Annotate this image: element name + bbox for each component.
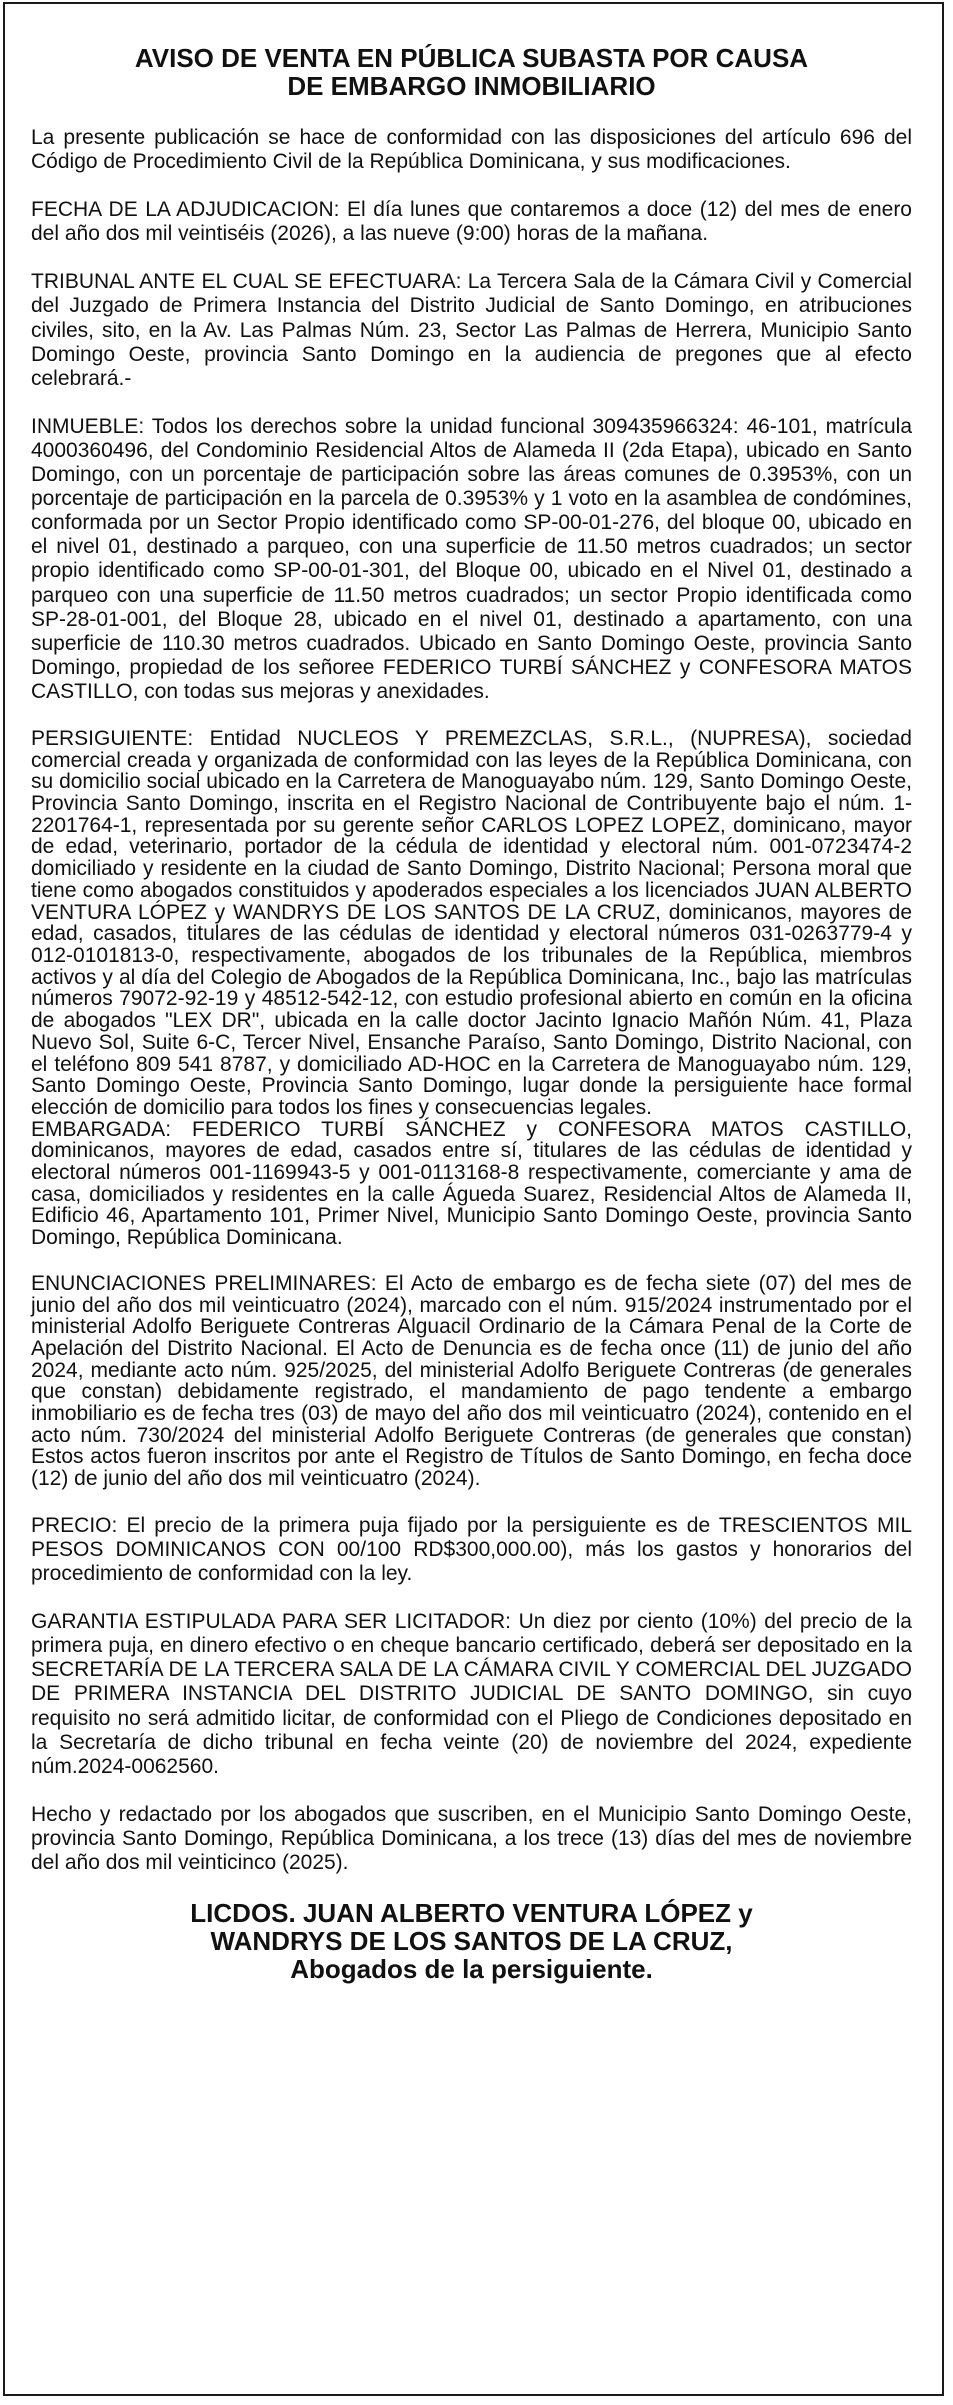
adjudication-date-paragraph: FECHA DE LA ADJUDICACION: El día lunes que contaremos a doce (12) del mes de enero del año dos mil veintiséis (2026), a las nueve (9:00) horas de la mañana. [31, 198, 912, 246]
property-paragraph: INMUEBLE: Todos los derechos sobre la unidad funcional 309435966324: 46-101, matrícula 4000360496, del Condominio Residencial Altos de Alameda II (2da Etapa), ubicado en Santo Domingo, con un porcentaje de participación sobre las áreas comunes de 0.3953%, con un porcentaje de participación en la parcela de 0.3953% y 1 voto en la asamblea de condómines, conformada por un Sector Propio identificado como SP-00-01-276, del bloque 00, ubicado en el nivel 01, destinado a parqueo, con una superficie de 11.50 metros cuadrados; un sector propio identificado como SP-00-01-301, del Bloque 00, ubicado en el Nivel 01, destinado a parqueo con una superficie de 11.50 metros cuadrados; un sector Propio identificada como SP-28-01-001, del Bloque 28, ubicado en el nivel 01, destinado a apartamento, con una superficie de 110.30 metros cuadrados. Ubicado en Santo Domingo Oeste, provincia Santo Domingo, propiedad de los señoree FEDERICO TURBÍ SÁNCHEZ y CONFESORA MATOS CASTILLO, con todas sus mejoras y anexidades. [31, 414, 912, 703]
title-line-2: DE EMBARGO INMOBILIARIO [287, 71, 656, 101]
signature-line-3: Abogados de la persiguiente. [290, 1954, 653, 1985]
guarantee-paragraph: GARANTIA ESTIPULADA PARA SER LICITADOR: Un diez por ciento (10%) del precio de la primera puja, en dinero efectivo o en cheque bancario certificado, deberá ser depositado en la SECRETARÍA DE LA TERCERA SALA DE LA CÁMARA CIVIL Y COMERCIAL DEL JUZGADO DE PRIMERA INSTANCIA DEL DISTRITO JUDICIAL DE SANTO DOMINGO, sin cuyo requisito no será admitido licitar, de conformidad con el Pliego de Condiciones depositado en la Secretaría de dicho tribunal en fecha veinte (20) de noviembre del 2024, expediente núm.2024-0062560. [31, 1610, 912, 1778]
preliminary-statements-paragraph: ENUNCIACIONES PRELIMINARES: El Acto de embargo es de fecha siete (07) del mes de junio del año dos mil veinticuatro (2024), marcado con el núm. 915/2024 instrumentado por el ministerial Adolfo Beriguete Contreras Alguacil Ordinario de la Cámara Penal de la Corte de Apelación del Distrito Nacional. El Acto de Denuncia es de fecha once (11) de junio del año 2024, mediante acto núm. 925/2025, del ministerial Adolfo Beriguete Contreras (de generales que constan) debidamente registrado, el mandamiento de pago tendente a embargo inmobiliario es de fecha tres (03) de mayo del año dos mil veinticuatro (2024), contenido en el acto núm. 730/2024 del ministerial Adolfo Beriguete Contreras (de generales que constan) Estos actos fueron inscritos por ante el Registro de Títulos de Santo Domingo, en fecha doce (12) de junio del año dos mil veinticuatro (2024). [31, 1271, 912, 1491]
drafted-by-paragraph: Hecho y redactado por los abogados que suscriben, en el Municipio Santo Domingo Oeste, provincia Santo Domingo, República Dominicana, a los trece (13) días del mes de noviembre del año dos mil veinticinco (2025). [31, 1802, 912, 1874]
signature-block [31, 1899, 912, 1983]
intro-paragraph: La presente publicación se hace de conformidad con las disposiciones del artículo 696 del Código de Procedimiento Civil de la República Dominicana, y sus modificaciones. [31, 126, 912, 174]
tribunal-paragraph: TRIBUNAL ANTE EL CUAL SE EFECTUARA: La Tercera Sala de la Cámara Civil y Comercial del Juzgado de Primera Instancia del Distrito Judicial de Santo Domingo, en atribuciones civiles, sito, en la Av. Las Palmas Núm. 23, Sector Las Palmas de Herrera, Municipio Santo Domingo Oeste, provincia Santo Domingo en la audiencia de pregones que al efecto celebrará.- [31, 270, 912, 390]
title-line-1: AVISO DE VENTA EN PÚBLICA SUBASTA POR CAUSA [134, 43, 809, 73]
price-paragraph: PRECIO: El precio de la primera puja fijado por la persiguiente es de TRESCIENTOS MIL PESOS DOMINICANOS CON 00/100 RD$300,000.00), más los gastos y honorarios del procedimiento de conformidad con la ley. [31, 1513, 912, 1586]
pursuer-paragraph: PERSIGUIENTE: Entidad NUCLEOS Y PREMEZCLAS, S.R.L., (NUPRESA), sociedad comercial creada y organizada de conformidad con las leyes de la República Dominicana, con su domicilio social ubicado en la Carretera de Manoguayabo núm. 129, Santo Domingo Oeste, Provincia Santo Domingo, inscrita en el Registro Nacional de Contribuyente bajo el núm. 1-2201764-1, representada por su gerente señor CARLOS LOPEZ LOPEZ, dominicano, mayor de edad, veterinario, portador de la cédula de identidad y electoral núm. 001-0723474-2 domiciliado y residente en la ciudad de Santo Domingo, Distrito Nacional; Persona moral que tiene como abogados constituidos y apoderados especiales a los licenciados JUAN ALBERTO VENTURA LÓPEZ y WANDRYS DE LOS SANTOS DE LA CRUZ, dominicanos, mayores de edad, casados, titulares de las cédulas de identidad y electoral números 031-0263779-4 y 012-0101813-0, respectivamente, abogados de los tribunales de la República, miembros activos y al día del Colegio de Abogados de la República Dominicana, Inc., bajo las matrículas números 79072-92-19 y 48512-542-12, con estudio profesional abierto en común en la oficina de abogados "LEX DR", ubicada en la calle doctor Jacinto Ignacio Mañón Núm. 41, Plaza Nuevo Sol, Suite 6-C, Tercer Nivel, Ensanche Paraíso, Santo Domingo, Distrito Nacional, con el teléfono 809 541 8787, y domiciliado AD-HOC en la Carretera de Manoguayabo núm. 129, Santo Domingo Oeste, Provincia Santo Domingo, lugar donde la persiguiente hace formal elección de domicilio para todos los fines y consecuencias legales. [31, 726, 912, 1119]
seized-party-paragraph: EMBARGADA: FEDERICO TURBÍ SÁNCHEZ y CONFESORA MATOS CASTILLO, dominicanos, mayores de edad, casados entre sí, titulares de las cédulas de identidad y electoral números 001-1169943-5 y 001-0113168-8 respectivamente, comerciante y ama de casa, domiciliados y residentes en la calle Águeda Suarez, Residencial Altos de Alameda II, Edificio 46, Apartamento 101, Primer Nivel, Municipio Santo Domingo Oeste, provincia Santo Domingo, República Dominicana. [31, 1117, 912, 1250]
signature-line-1: LICDOS. JUAN ALBERTO VENTURA LÓPEZ y [190, 1898, 753, 1929]
notice-title [31, 44, 912, 100]
signature-line-2: WANDRYS DE LOS SANTOS DE LA CRUZ, [210, 1926, 733, 1957]
legal-notice [3, 2, 944, 2396]
